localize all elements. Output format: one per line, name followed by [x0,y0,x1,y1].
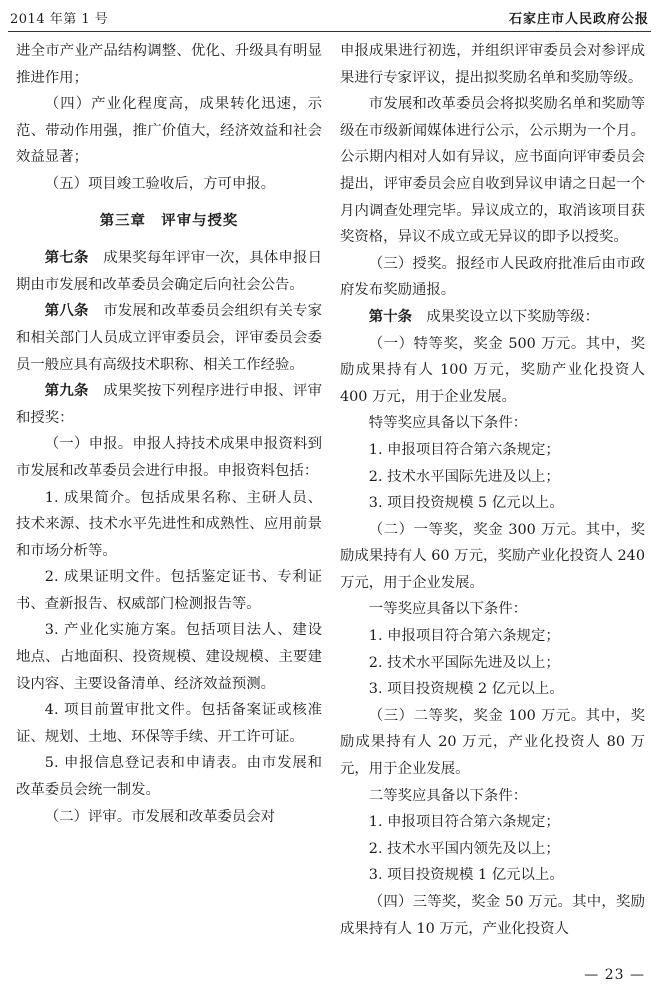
award-paragraph: （三）授奖。报经市人民政府批准后由市政府发布奖励通报。 [340,255,645,299]
list-item: 3. 项目投资规模 5 亿元以上。 [368,495,564,512]
chapter-heading: 第三章 评审与授奖 [99,211,239,229]
left-column [16,38,322,830]
article-7-text: 成果奖每年评审一次，具体申报日期由市发展和改革委员会确定后向社会公告。 [16,250,322,293]
publicity-paragraph: 市发展和改革委员会将拟奖励名单和奖励等级在市级新闻媒体进行公示，公示期为一个月。公示期内相对人如有异议，应书面向评审委员会提出，评审委员会应自收到异议申请之日起一个月内调查处理完毕。异议成立的，取消该项目获奖资格，异议不成立或无异议的即予以授奖。 [340,96,645,246]
list-item: 1. 申报项目符合第六条规定； [368,814,560,831]
list-item: 3. 项目投资规模 2 亿元以上。 [368,681,564,698]
review-paragraph-continued: 申报成果进行初选，并组织评审委员会对参评成果进行专家评议，提出拟奖励名单和奖励等级。 [340,43,645,86]
first-prize-conditions: 一等奖应具备以下条件： [368,601,528,618]
publication-title: 石家庄市人民政府公报 [508,12,649,27]
first-prize: （二）一等奖，奖金 300 万元。其中，奖励成果持有人 60 万元，奖励产业化投资人 240 万元，用于企业发展。 [340,521,645,591]
special-prize-conditions: 特等奖应具备以下条件： [368,415,528,432]
application-paragraph: （一）申报。申报人持技术成果申报资料到市发展和改革委员会进行申报。申报资料包括： [16,436,322,479]
second-prize-conditions: 二等奖应具备以下条件： [368,787,528,804]
list-item: 1. 申报项目符合第六条规定； [368,628,560,645]
third-prize: （四）三等奖，奖金 50 万元。其中，奖励成果持有人 10 万元，产业化投资人 [340,894,645,937]
list-item: 4. 项目前置审批文件。包括备案证或核准证、规划、土地、环保等手续、开工许可证。 [16,702,322,745]
list-item: 2. 成果证明文件。包括鉴定证书、专利证书、查新报告、权威部门检测报告等。 [16,569,322,612]
list-item: 1. 申报项目符合第六条规定； [368,441,560,458]
article-8-text: 市发展和改革委员会组织有关专家和相关部门人员成立评审委员会，评审委员会委员一般应具有高级技术职称、相关工作经验。 [16,303,322,373]
list-item: 1. 成果简介。包括成果名称、主研人员、技术来源、技术水平先进性和成熟性、应用前景和市场分析等。 [16,489,322,559]
issue-number: 2014 年第 1 号 [10,12,109,27]
page-number: — 23 — [584,967,645,983]
special-prize: （一）特等奖，奖金 500 万元。其中，奖励成果持有人 100 万元，奖励产业化投资人 400 万元，用于企业发展。 [340,335,645,405]
criterion-five: （五）项目竣工验收后，方可申报。 [44,175,276,192]
list-item: 2. 技术水平国内领先及以上； [368,840,560,857]
list-item: 5. 申报信息登记表和申请表。由市发展和改革委员会统一制发。 [16,755,322,799]
article-10 [340,304,645,331]
article-9-text: 成果奖按下列程序进行申报、评审和授奖： [16,383,322,426]
article-10-label: 第十条 [368,307,412,325]
article-8-label: 第八条 [44,302,89,320]
article-7 [16,245,322,298]
review-paragraph-start: （二）评审。市发展和改革委员会对 [44,808,276,825]
list-item: 3. 项目投资规模 1 亿元以上。 [368,867,564,884]
article-9-label: 第九条 [44,382,89,400]
page-header [8,4,651,28]
list-item: 2. 技术水平国际先进及以上； [368,654,560,671]
paragraph-continued: 进全市产业产品结构调整、优化、升级具有明显推进作用； [16,43,322,86]
article-9 [16,378,322,431]
second-prize: （三）二等奖，奖金 100 万元。其中，奖励成果持有人 20 万元，产业化投资人 80 万元，用于企业发展。 [340,707,645,778]
article-7-label: 第七条 [44,249,89,267]
right-column [340,38,645,942]
article-8 [16,298,322,378]
article-10-text: 成果奖设立以下奖励等级： [411,308,600,325]
criterion-four: （四）产业化程度高，成果转化迅速，示范、带动作用强，推广价值大，经济效益和社会效益显著； [16,96,322,166]
list-item: 3. 产业化实施方案。包括项目法人、建设地点、占地面积、投资规模、建设规模、主要建设内容、主要设备清单、经济效益预测。 [16,622,322,692]
header-rule [8,31,651,32]
list-item: 2. 技术水平国际先进及以上； [368,468,560,485]
